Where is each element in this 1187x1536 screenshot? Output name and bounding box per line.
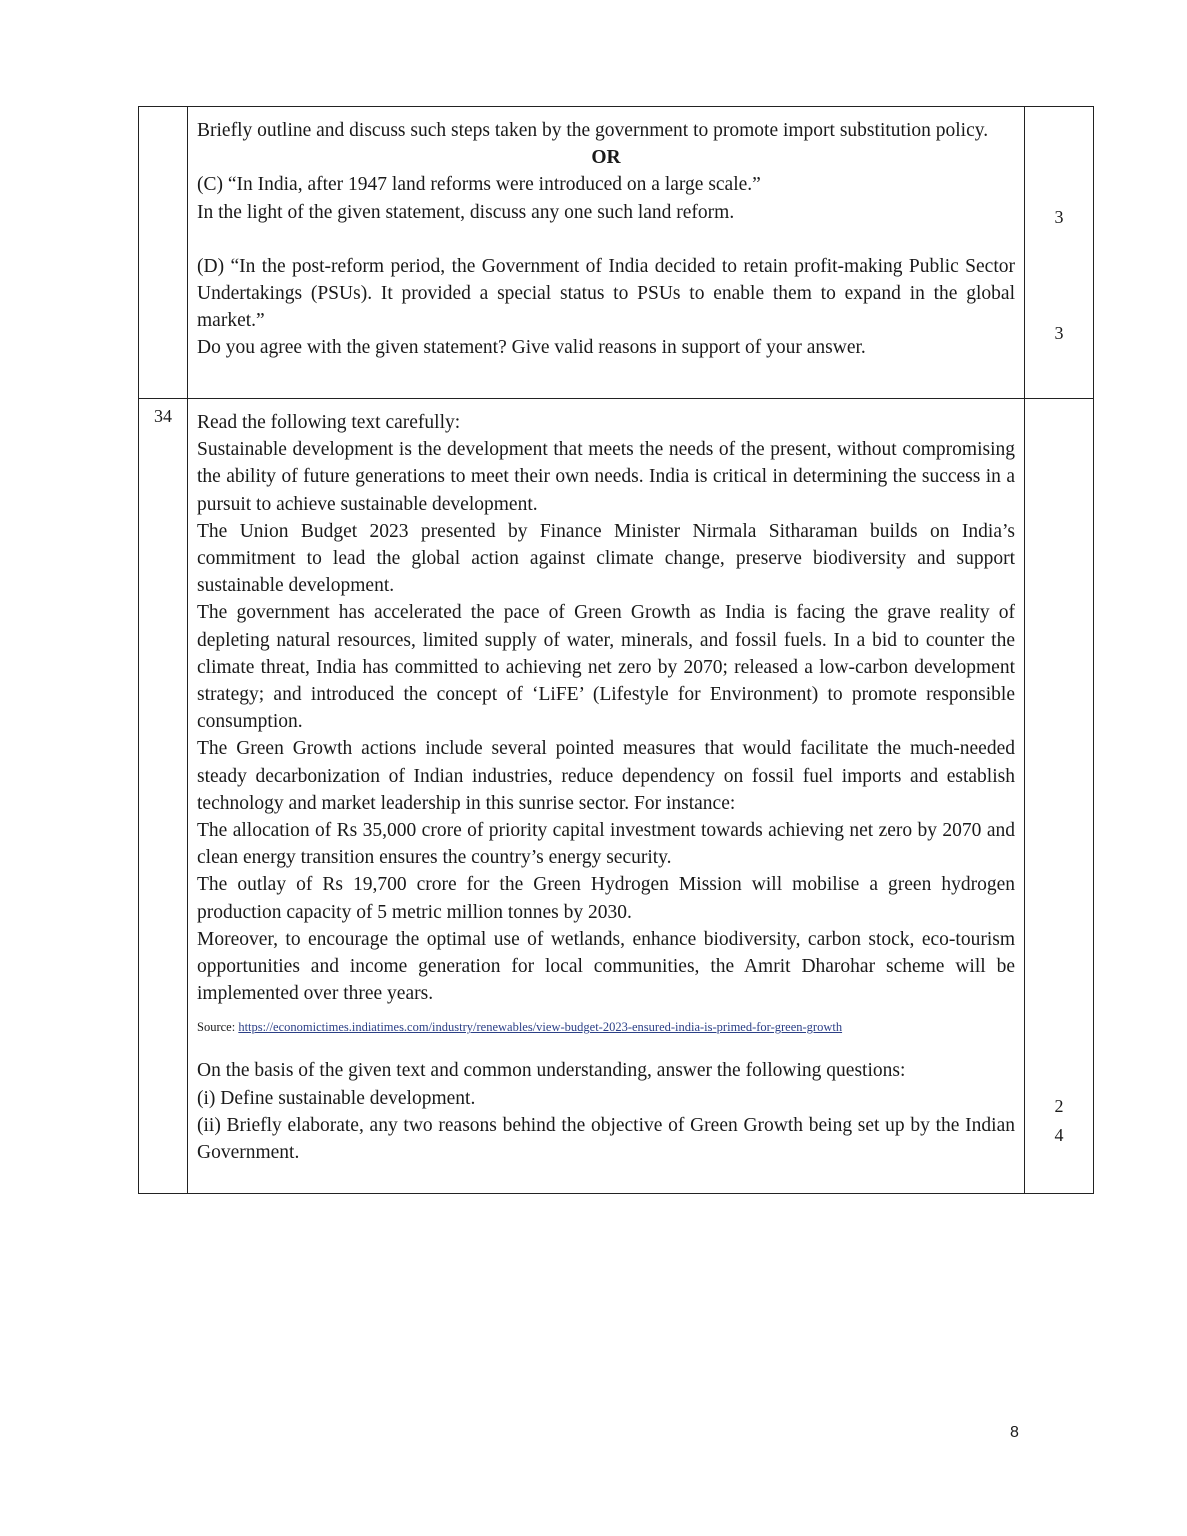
q34-question-1: (i) Define sustainable development. <box>197 1087 476 1109</box>
q34-paragraph: The allocation of Rs 35,000 crore of priority capital investment towards achieving net zero by 2070 and clean energy transition ensures the country’s energy security. <box>197 820 1015 869</box>
q34-paragraph: The outlay of Rs 19,700 crore for the Green Hydrogen Mission will mobilise a green hydrogen production capacity of 5 metric million tonnes by 2030. <box>197 874 1015 923</box>
q34-paragraph: The government has accelerated the pace of Green Growth as India is facing the grave reality of depleting natural resources, limited supply of water, minerals, and fossil fuels. In a bid to counter the climate threat, India has committed to achieving net zero by 2070; released a low-carbon development strategy; and introduced the concept of ‘LiFE’ (Lifestyle for Environment) to promote responsible consumption. <box>197 602 1015 733</box>
source-citation: Source: https://economictimes.indiatimes.com/industry/renewables/view-budget-2023-ensured-india-is-primed-for-green-growth <box>197 1020 843 1035</box>
q34-instruction: Read the following text carefully: <box>197 412 461 433</box>
marks-cell <box>1025 107 1094 399</box>
question-34-number: 34 <box>139 399 188 1194</box>
q33-d-statement: (D) “In the post-reform period, the Government of India decided to retain profit-making Public Sector Undertakings (PSUs). It provided a special status to PSUs to enable them to expand in the global market.” <box>197 255 1015 332</box>
q34-paragraph: The Green Growth actions include several pointed measures that would facilitate the much-needed steady decarbonization of Indian industries, reduce dependency on fossil fuel imports and establish technology and market leadership in this sunrise sector. For instance: <box>197 738 1015 814</box>
q33-c-marks: 3 <box>1054 207 1064 227</box>
q33-d-marks: 3 <box>1054 323 1064 343</box>
q34-paragraph: The Union Budget 2023 presented by Finance Minister Nirmala Sitharaman builds on India’s commitment to lead the global action against climate change, preserve biodiversity and support sustainable development. <box>197 520 1015 597</box>
page-number: 8 <box>1010 1424 1019 1441</box>
question-table <box>138 106 1094 1194</box>
q34-question-2: (ii) Briefly elaborate, any two reasons behind the objective of Green Growth being set up by the Indian Government. <box>197 1114 1015 1164</box>
q33-c-statement: (C) “In India, after 1947 land reforms were introduced on a large scale.” <box>197 174 761 196</box>
q34-q1-marks: 2 <box>1054 1096 1064 1116</box>
q33-c-question: In the light of the given statement, discuss any one such land reform. <box>197 201 735 223</box>
question-33-body <box>188 107 1025 399</box>
q34-paragraph: Moreover, to encourage the optimal use of wetlands, enhance biodiversity, carbon stock, eco-tourism opportunities and income generation for local communities, the Amrit Dharohar scheme will be implemented over three years. <box>197 928 1015 1005</box>
q34-paragraph: Sustainable development is the development that meets the needs of the present, without compromising the ability of future generations to meet their own needs. India is critical in determining the success in a pursuit to achieve sustainable development. <box>197 439 1015 515</box>
question-34-row <box>139 399 1094 1194</box>
question-33-continued-row <box>139 107 1094 399</box>
q33-d-question: Do you agree with the given statement? Give valid reasons in support of your answer. <box>197 337 866 359</box>
source-label: Source <box>197 1020 232 1035</box>
question-number-cell <box>139 107 188 399</box>
q33-intro-text: Briefly outline and discuss such steps taken by the government to promote import substitution policy. <box>197 120 989 141</box>
or-separator: OR <box>591 147 621 169</box>
question-34-body <box>188 399 1025 1194</box>
q34-q2-marks: 4 <box>1054 1125 1064 1145</box>
source-link[interactable]: https://economictimes.indiatimes.com/industry/renewables/view-budget-2023-ensured-india-is-primed-for-green-growth <box>238 1020 843 1035</box>
marks-cell <box>1025 399 1094 1194</box>
q34-questions-intro: On the basis of the given text and common understanding, answer the following questions: <box>197 1060 906 1082</box>
